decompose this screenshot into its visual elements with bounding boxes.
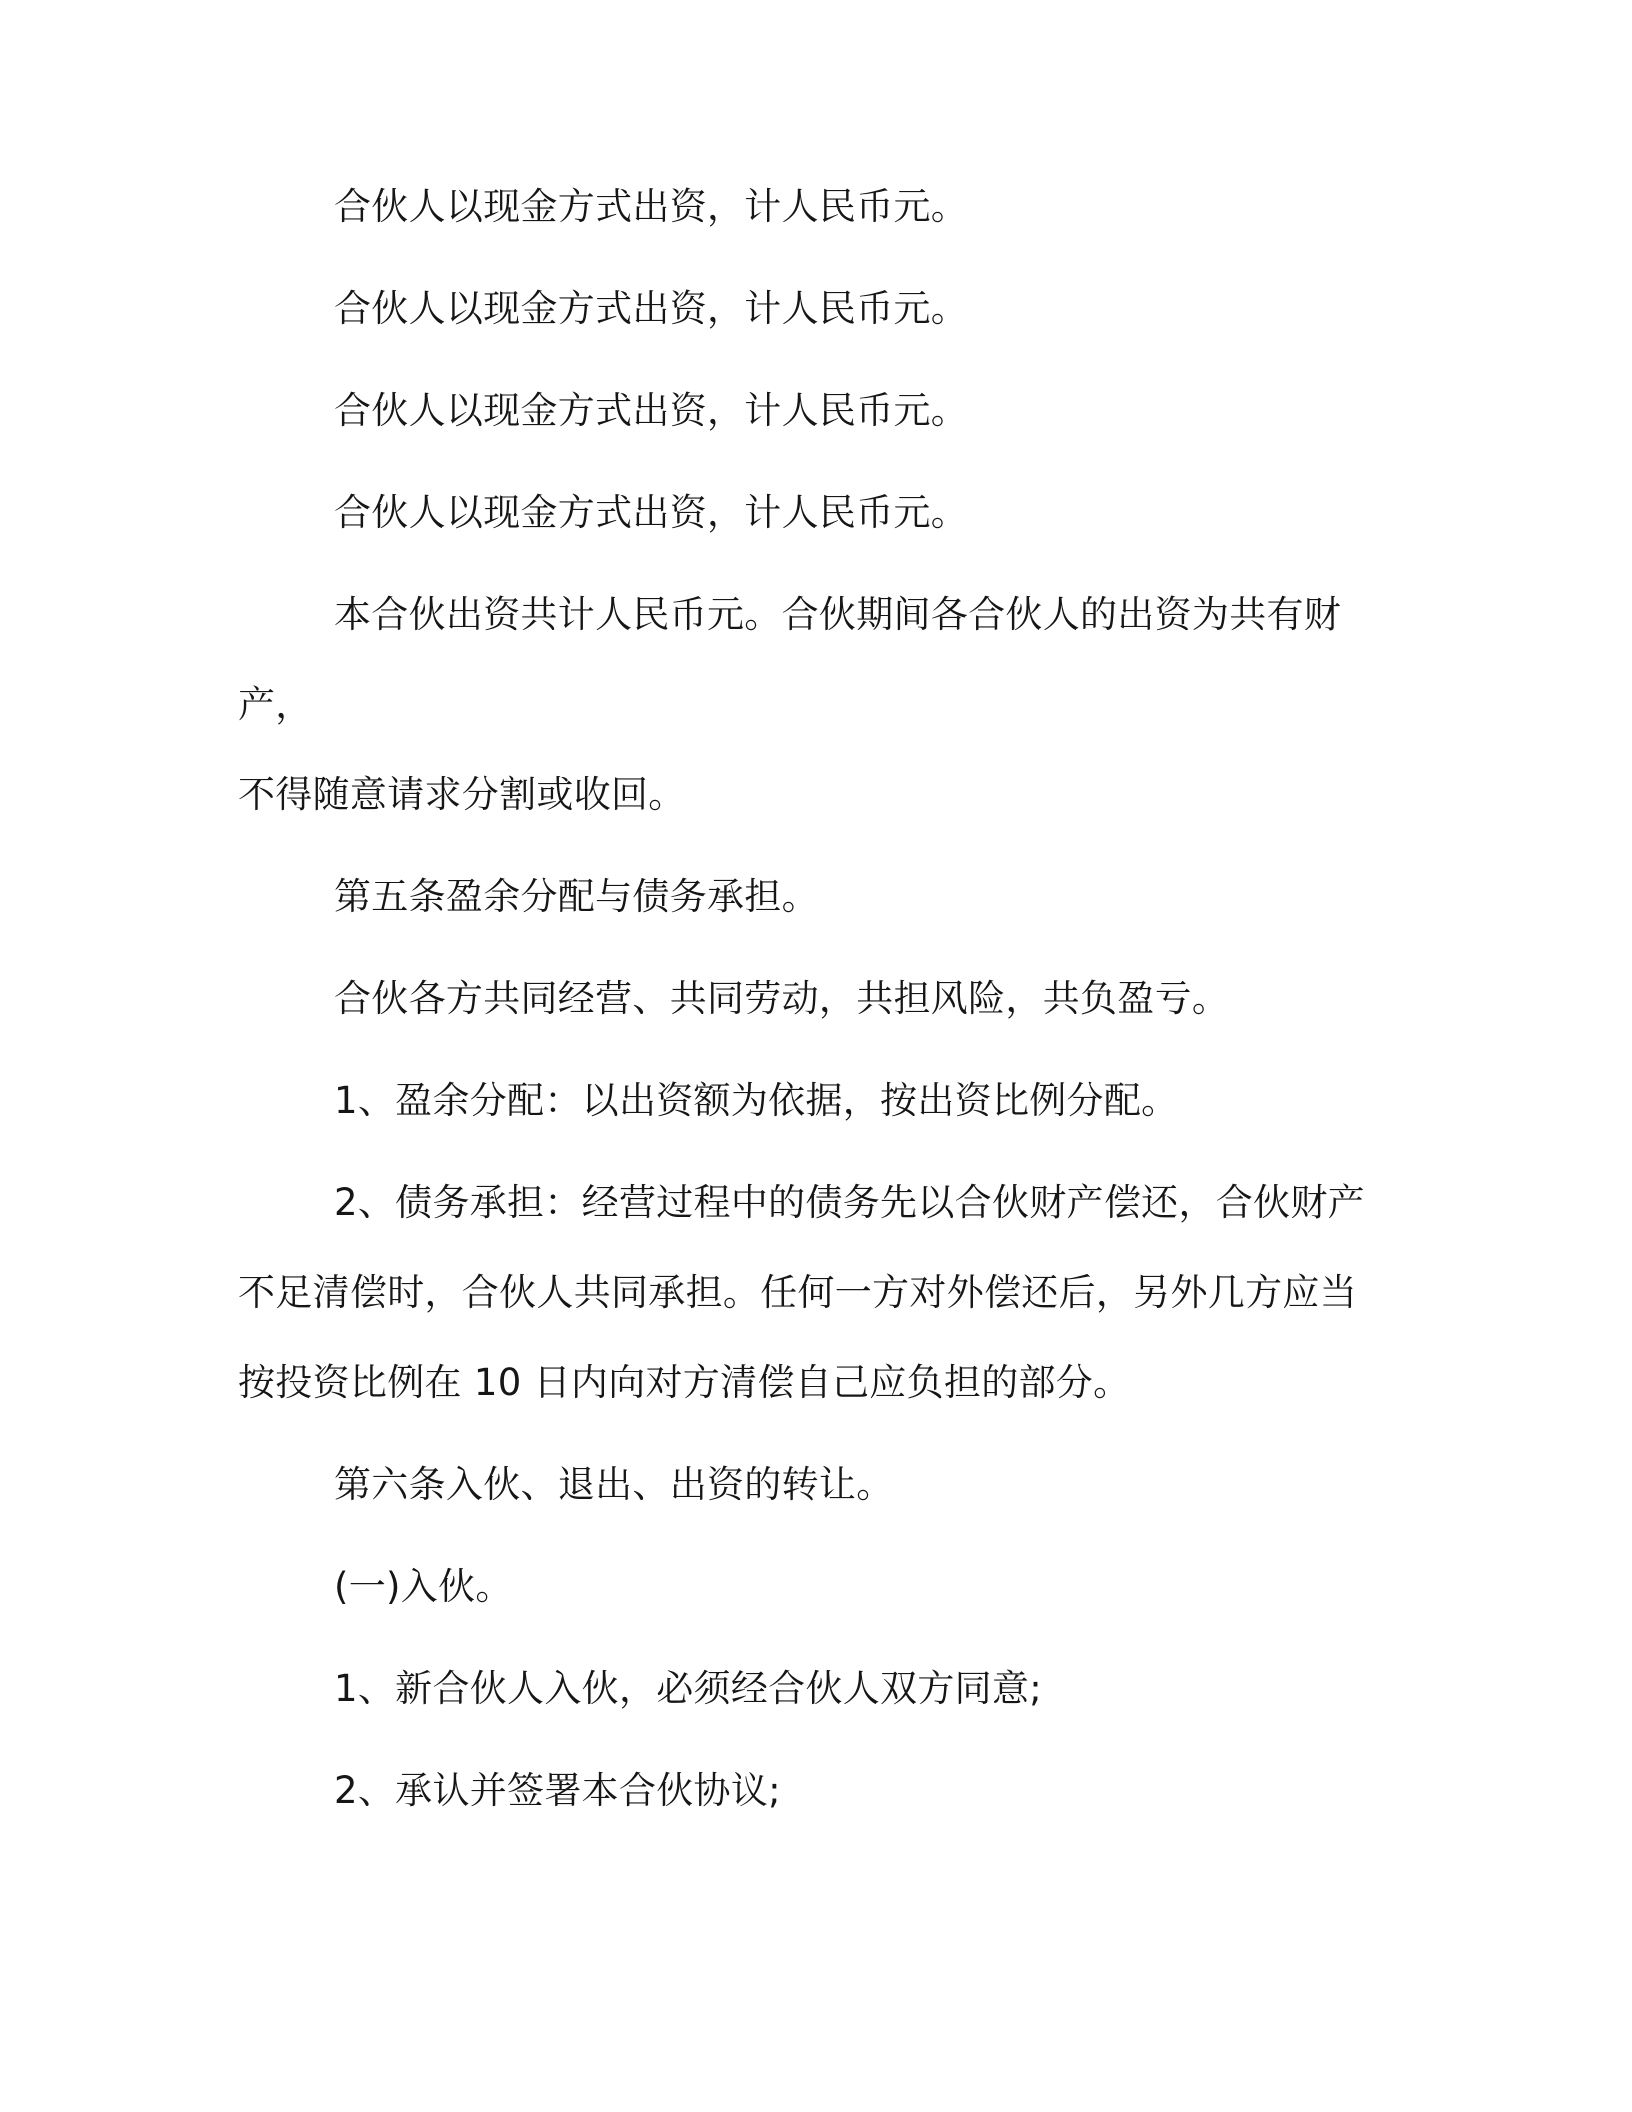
paragraph-line: 合伙人以现金方式出资，计人民币元。 (334, 389, 969, 432)
paragraph-joint-operation (238, 978, 1393, 1020)
paragraph-contribution-2 (238, 288, 1393, 330)
document-body (238, 186, 1393, 1872)
paragraph-line: 本合伙出资共计人民币元。合伙期间各合伙人的出资为共有财产， (238, 593, 1342, 726)
paragraph-line: 1、新合伙人入伙，必须经合伙人双方同意; (334, 1667, 1043, 1710)
paragraph-line: 第五条盈余分配与债务承担。 (334, 875, 819, 918)
paragraph-admission-rule-1 (238, 1668, 1393, 1710)
paragraph-debt-liability (238, 1158, 1393, 1428)
paragraph-contribution-3 (238, 390, 1393, 432)
paragraph-line: 合伙人以现金方式出资，计人民币元。 (334, 287, 969, 330)
paragraph-line: 第六条入伙、退出、出资的转让。 (334, 1463, 894, 1506)
paragraph-contribution-4 (238, 492, 1393, 534)
section-heading-article-6 (238, 1464, 1393, 1506)
paragraph-line: 合伙各方共同经营、共同劳动，共担风险，共负盈亏。 (334, 977, 1230, 1020)
paragraph-line: 2、承认并签署本合伙协议; (334, 1769, 781, 1812)
paragraph-contribution-1 (238, 186, 1393, 228)
paragraph-line: (一)入伙。 (334, 1565, 513, 1608)
paragraph-line: 1、盈余分配：以出资额为依据，按出资比例分配。 (334, 1079, 1179, 1122)
paragraph-profit-distribution (238, 1080, 1393, 1122)
paragraph-admission-rule-2 (238, 1770, 1393, 1812)
paragraph-line: 不足清偿时，合伙人共同承担。任何一方对外偿还后，另外几方应当 (238, 1271, 1357, 1314)
paragraph-total-contribution (238, 570, 1393, 840)
paragraph-line: 不得随意请求分割或收回。 (238, 773, 686, 816)
paragraph-line: 合伙人以现金方式出资，计人民币元。 (334, 185, 969, 228)
section-heading-article-5 (238, 876, 1393, 918)
paragraph-line: 2、债务承担：经营过程中的债务先以合伙财产偿还，合伙财产 (334, 1181, 1365, 1224)
subsection-heading-admission (238, 1566, 1393, 1608)
paragraph-line: 按投资比例在 10 日内向对方清偿自己应负担的部分。 (238, 1361, 1131, 1404)
paragraph-line: 合伙人以现金方式出资，计人民币元。 (334, 491, 969, 534)
